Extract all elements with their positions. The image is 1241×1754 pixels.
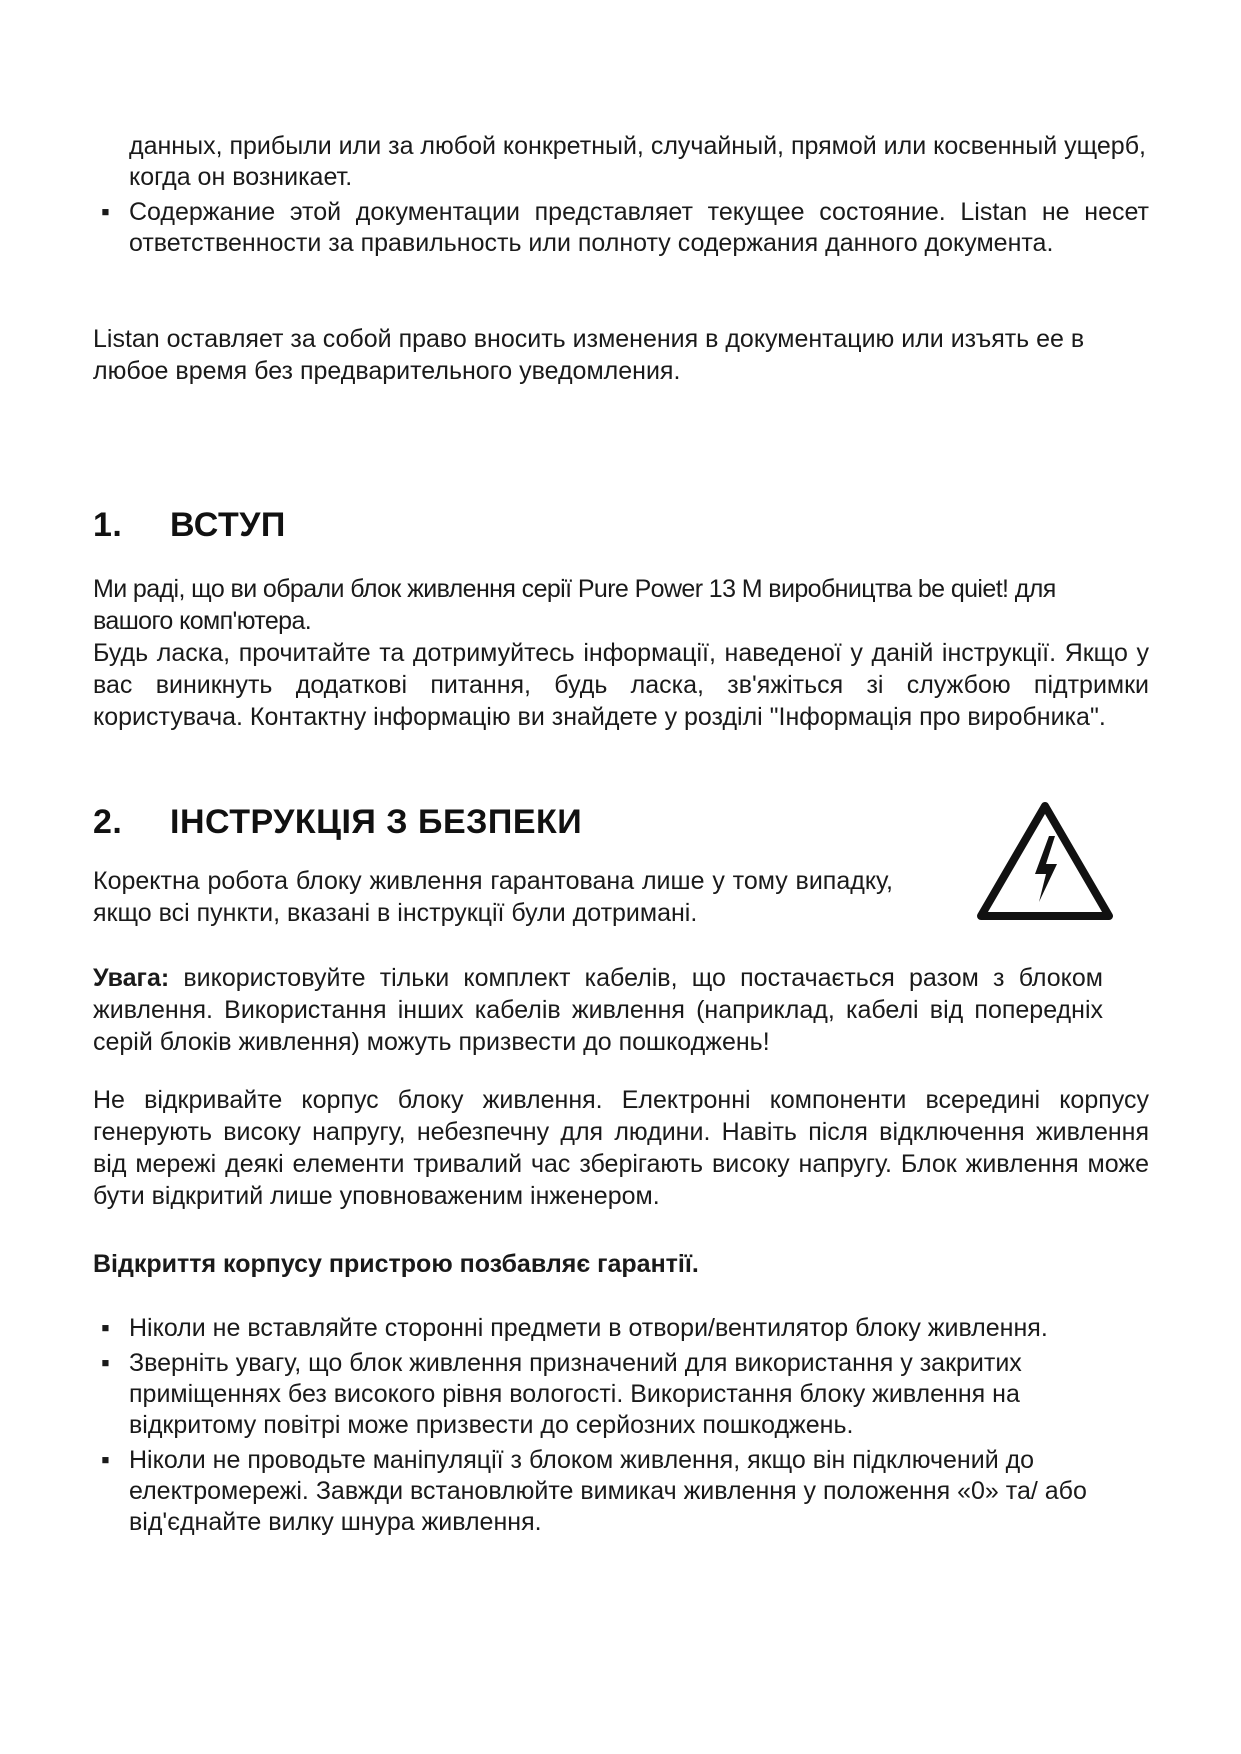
section-title: ВСТУП	[170, 506, 286, 544]
section-number: 1.	[93, 506, 123, 544]
section-heading-safety	[93, 802, 582, 842]
bullet-marker: ▪	[101, 1446, 110, 1474]
section-number: 2.	[93, 803, 123, 841]
warranty-note: Відкриття корпусу пристрою позбавляє гарантії.	[93, 1250, 699, 1278]
warning-paragraph	[93, 962, 1103, 1058]
section-title: ІНСТРУКЦІЯ З БЕЗПЕКИ	[170, 803, 583, 841]
list-item-text: Ніколи не проводьте маніпуляції з блоком живлення, якщо він підключений до електромережі. Завжди встановлюйте вимикач живлення у положення «0» та/ або від'єднайте вилку шнура живлення.	[129, 1446, 1087, 1536]
list-item-text: Ніколи не вставляйте сторонні предмети в отвори/вентилятор блоку живлення.	[129, 1314, 1048, 1342]
list-item	[93, 197, 1149, 259]
list-item	[93, 131, 1149, 193]
bullet-marker: ▪	[101, 198, 110, 226]
warning-text: використовуйте тільки комплект кабелів, що постачається разом з блоком живлення. Використання інших кабелів живлення (наприклад, кабелі від попередніх серій блоків живлення) можуть призвести до пошкоджень!	[93, 964, 1103, 1056]
safety-paragraph-3: Не відкривайте корпус блоку живлення. Електронні компоненти всередині корпусу генерують високу напругу, небезпечну для людини. Навіть після відключення живлення від мережі деякі елементи тривалий час зберігають високу напругу. Блок живлення може бути відкритий лише уповноваженим інженером.	[93, 1086, 1149, 1210]
safety-paragraph-1: Коректна робота блоку живлення гарантована лише у тому випадку, якщо всі пункти, вказані в інструкції були дотримані.	[93, 867, 893, 927]
intro-paragraph-2: Будь ласка, прочитайте та дотримуйтесь інформації, наведеної у даній інструкції. Якщо у вас виникнуть додаткові питання, будь ласка, зв'яжіться зі службою підтримки користувача. Контактну інформацію ви знайдете у розділі "Інформація про виробника".	[93, 639, 1149, 731]
list-item-text: Зверніть увагу, що блок живлення призначений для використання у закритих приміщеннях без високого рівня вологості. Використання блоку живлення на відкритому повітрі може призвести до серйозних пошкоджень.	[129, 1349, 1022, 1439]
list-item	[93, 1313, 1149, 1344]
section-heading-intro	[93, 505, 286, 545]
reserve-paragraph: Listan оставляет за собой право вносить изменения в документацию или изъять ее в любое время без предварительного уведомления.	[93, 325, 1085, 385]
bullet-marker: ▪	[101, 1349, 110, 1377]
bullet-marker: ▪	[101, 1314, 110, 1342]
high-voltage-warning-icon	[975, 800, 1115, 924]
intro-bullet-list	[93, 131, 1149, 263]
list-item	[93, 1348, 1149, 1441]
warning-label: Увага:	[93, 964, 170, 992]
list-item-text: данных, прибыли или за любой конкретный, случайный, прямой или косвенный ущерб, когда он возникает.	[129, 132, 1146, 191]
safety-bullet-list	[93, 1313, 1149, 1542]
list-item	[93, 1445, 1149, 1538]
intro-paragraph-1: Ми раді, що ви обрали блок живлення серії Pure Power 13 M виробництва be quiet! для вашого комп'ютера.	[93, 575, 1056, 635]
list-item-text: Содержание этой документации представляет текущее состояние. Listan не несет ответственности за правильность или полноту содержания данного документа.	[129, 198, 1149, 257]
